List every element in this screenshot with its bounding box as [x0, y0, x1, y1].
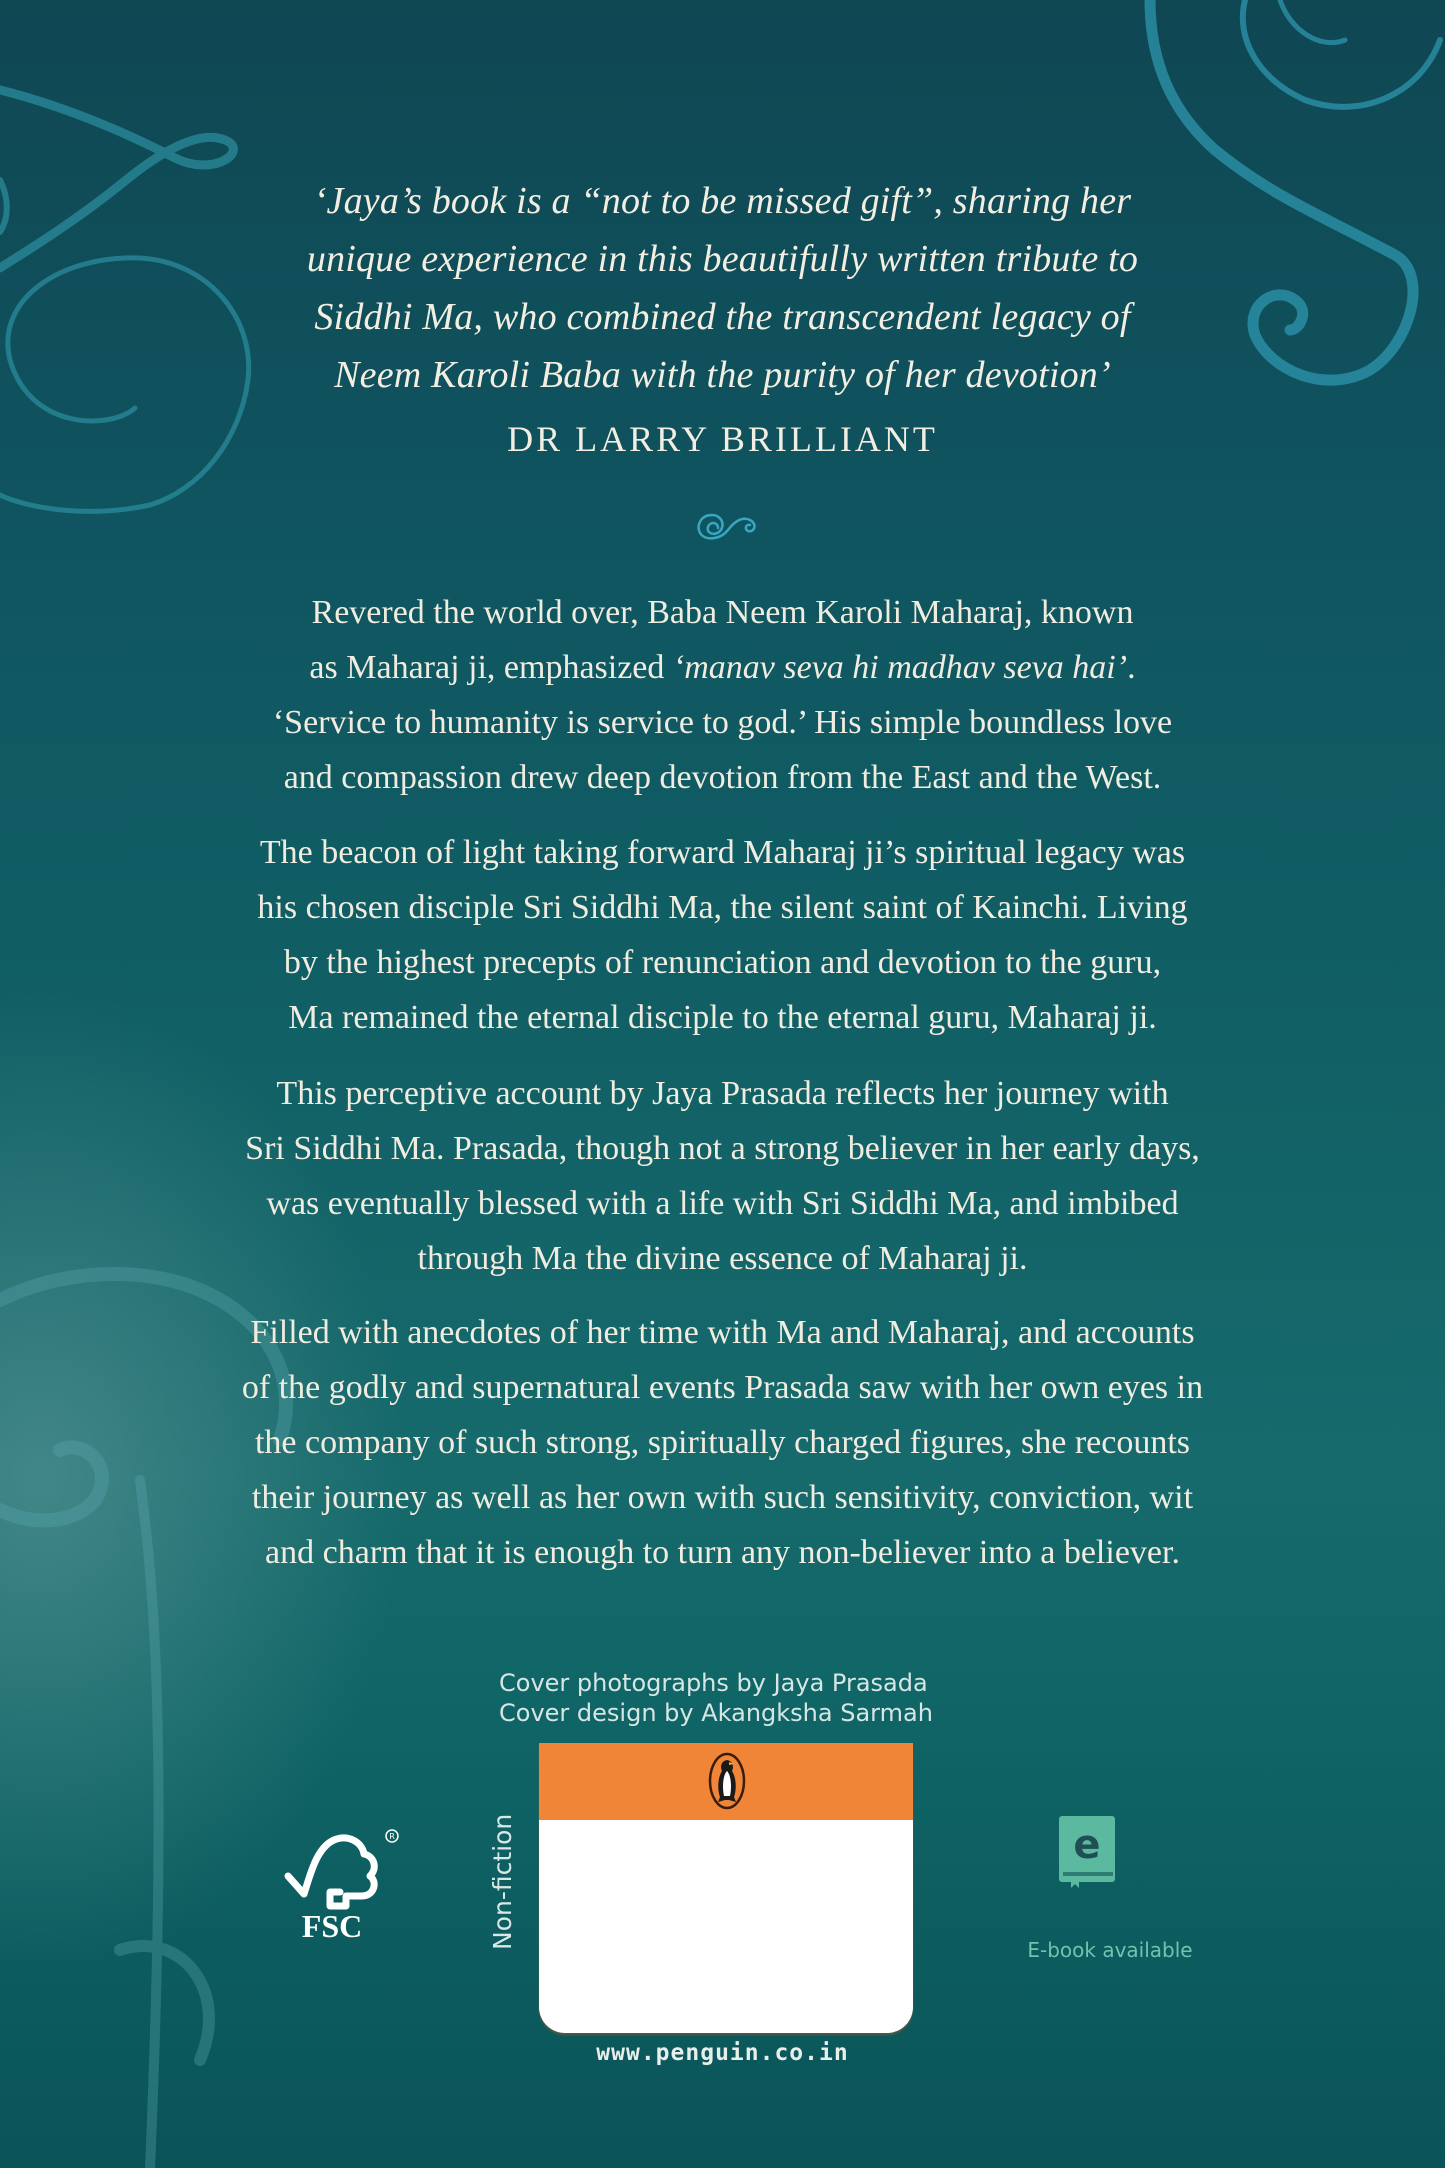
- fsc-tree-check-icon: [282, 1826, 402, 1912]
- blurb-line: Ma remained the eternal disciple to the eternal guru, Maharaj ji.: [288, 999, 1157, 1036]
- endorsement-quote: [0, 172, 1445, 404]
- design-credit: Cover design by Akangksha Sarmah: [499, 1699, 933, 1727]
- endorsement-line: ‘Jaya’s book is a “not to be missed gift”, sharing her: [313, 180, 1132, 222]
- penguin-orange-band: [539, 1743, 913, 1820]
- sanskrit-phrase: ‘manav seva hi madhav seva hai’: [672, 649, 1128, 686]
- blurb-line: ‘Service to humanity is service to god.’ His simple boundless love: [272, 704, 1173, 741]
- blurb-line: by the highest precepts of renunciation and devotion to the guru,: [283, 944, 1162, 981]
- blurb-line: The beacon of light taking forward Maharaj ji’s spiritual legacy was: [259, 834, 1186, 871]
- ebook-icon: [1057, 1814, 1117, 1890]
- svg-text:e: e: [1073, 1822, 1101, 1868]
- blurb-paragraph-4: [0, 1305, 1445, 1580]
- blurb-paragraph-2: [0, 825, 1445, 1045]
- swirl-ornament-icon: [688, 508, 768, 544]
- svg-text:R: R: [389, 1832, 395, 1841]
- publisher-website-link[interactable]: www.penguin.co.in: [596, 2040, 849, 2066]
- blurb-line: was eventually blessed with a life with Sri Siddhi Ma, and imbibed: [266, 1185, 1179, 1222]
- barcode-label-box: [539, 1743, 913, 2033]
- photo-credit: Cover photographs by Jaya Prasada: [499, 1669, 928, 1697]
- blurb-paragraph-1: [0, 585, 1445, 805]
- blurb-line: their journey as well as her own with such sensitivity, conviction, wit: [251, 1479, 1194, 1516]
- blurb-paragraph-3: [0, 1066, 1445, 1286]
- endorsement-attribution: DR LARRY BRILLIANT: [507, 419, 938, 459]
- blurb-line: and charm that it is enough to turn any non-believer into a believer.: [265, 1534, 1180, 1571]
- blurb-line: of the godly and supernatural events Prasada saw with her own eyes in: [241, 1369, 1204, 1406]
- penguin-logo-icon: [707, 1751, 747, 1811]
- fsc-logo: [282, 1826, 402, 1956]
- blurb-line: Filled with anecdotes of her time with Ma and Maharaj, and accounts: [250, 1314, 1195, 1351]
- blurb-line: Revered the world over, Baba Neem Karoli Maharaj, known: [311, 594, 1134, 631]
- blurb-line: his chosen disciple Sri Siddhi Ma, the silent saint of Kainchi. Living: [257, 889, 1188, 926]
- blurb-line: and compassion drew deep devotion from the East and the West.: [283, 759, 1162, 796]
- blurb-line: the company of such strong, spiritually charged figures, she recounts: [254, 1424, 1191, 1461]
- endorsement-line: Neem Karoli Baba with the purity of her devotion’: [334, 354, 1111, 396]
- ebook-available-label: E-book available: [1027, 1938, 1193, 1962]
- fsc-label: FSC: [301, 1908, 363, 1944]
- blurb-line: through Ma the divine essence of Maharaj ji.: [417, 1240, 1028, 1277]
- genre-label: Non-fiction: [488, 1813, 517, 1950]
- endorsement-line: unique experience in this beautifully written tribute to: [306, 238, 1139, 280]
- cover-credits: [499, 1668, 959, 1728]
- blurb-line: as Maharaj ji, emphasized ‘manav seva hi madhav seva hai’.: [309, 649, 1136, 686]
- blurb-line: This perceptive account by Jaya Prasada reflects her journey with: [276, 1075, 1169, 1112]
- endorsement-line: Siddhi Ma, who combined the transcendent legacy of: [314, 296, 1131, 338]
- blurb-line: Sri Siddhi Ma. Prasada, though not a strong believer in her early days,: [245, 1130, 1200, 1167]
